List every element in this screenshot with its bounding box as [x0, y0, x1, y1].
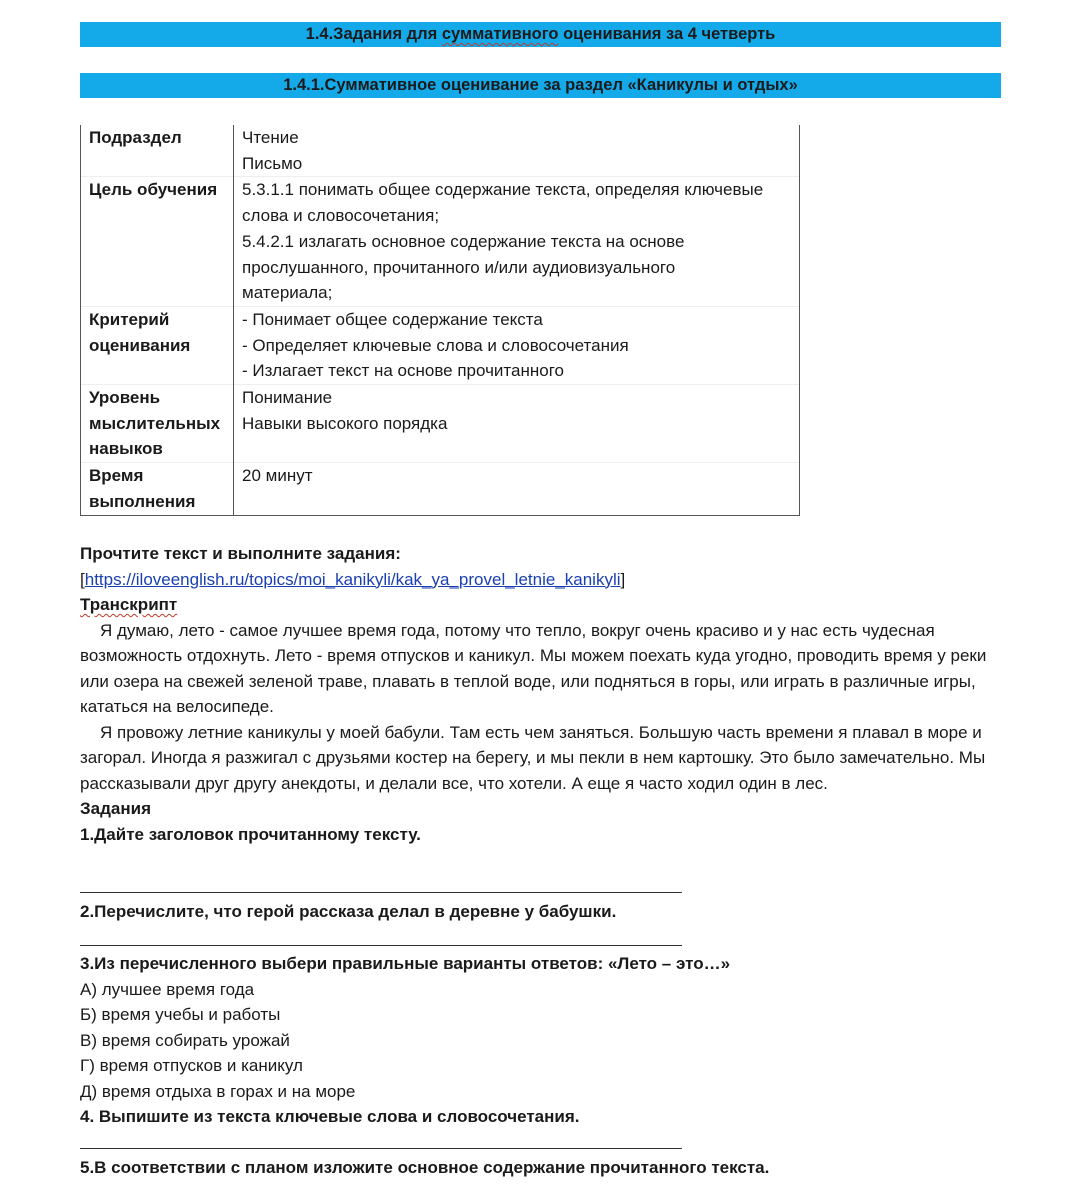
- table-row-time: [81, 463, 800, 515]
- task-5: 5.В соответствии с планом изложите основное содержание прочитанного текста.: [80, 1158, 770, 1177]
- value-line: Понимание: [242, 388, 333, 408]
- section-title-banner: [80, 22, 1001, 47]
- value-line: прослушанного, прочитанного и/или аудиовизуального: [242, 257, 676, 277]
- tasks-heading: Задания: [80, 799, 151, 818]
- row-value: [234, 125, 800, 177]
- row-label: Цель обучения: [81, 177, 234, 307]
- row-value: [234, 306, 800, 384]
- label-line: навыков: [89, 439, 163, 459]
- table-row-criteria: [81, 306, 800, 384]
- bracket-open: [: [80, 569, 85, 589]
- value-line: слова и словосочетания;: [242, 206, 440, 226]
- option-d: Д) время отдыха в горах и на море: [80, 1081, 356, 1101]
- answer-line-task-1[interactable]: [80, 892, 682, 893]
- label-line: Время: [89, 466, 144, 486]
- reading-instruction: Прочтите текст и выполните задания:: [80, 544, 401, 563]
- label-line: оценивания: [89, 335, 191, 355]
- task-4: 4. Выпишите из текста ключевые слова и словосочетания.: [80, 1107, 580, 1126]
- table-row-learning-goal: [81, 177, 800, 307]
- value-line: 20 минут: [242, 466, 313, 486]
- task-3: 3.Из перечисленного выбери правильные варианты ответов: «Лето – это…»: [80, 954, 731, 973]
- transcript-paragraph: Я думаю, лето - самое лучшее время года, потому что тепло, вокруг очень красиво и у нас есть чудесная возможность отдохнуть. Лето - время отпусков и каникул. Мы можем поехать куда угодно, проводить время у реки или озера на свежей зеленой траве, плавать в теплой воде, или подняться в горы, или играть в различные игры, кататься на велосипеде.: [80, 620, 987, 716]
- row-value: [234, 463, 800, 515]
- row-label: [81, 463, 234, 515]
- assessment-info-table: [80, 125, 800, 516]
- value-line: Письмо: [242, 153, 303, 173]
- bracket-close: ]: [620, 569, 626, 589]
- label-line: выполнения: [89, 491, 196, 511]
- option-b: Б) время учебы и работы: [80, 1005, 281, 1024]
- option-v: В) время собирать урожай: [80, 1030, 290, 1050]
- option-a: А) лучшее время года: [80, 979, 255, 999]
- spellcheck-underlined-word: суммативного: [441, 25, 559, 43]
- label-line: Уровень: [89, 388, 161, 408]
- source-link-line: [80, 567, 1010, 593]
- value-line: материала;: [242, 283, 333, 303]
- transcript-heading: Транскрипт: [80, 595, 178, 614]
- answer-line-task-2[interactable]: [80, 945, 682, 946]
- value-line: Навыки высокого порядка: [242, 413, 448, 433]
- label-line: Критерий: [89, 309, 170, 329]
- reading-section: [80, 541, 1010, 847]
- answer-line-task-4[interactable]: [80, 1148, 682, 1149]
- row-value: [234, 385, 800, 463]
- table-row-thinking-level: [81, 385, 800, 463]
- value-line: 5.3.1.1 понимать общее содержание текста, определяя ключевые: [242, 180, 764, 200]
- task-2: 2.Перечислите, что герой рассказа делал в деревне у бабушки.: [80, 902, 617, 921]
- task-1: 1.Дайте заголовок прочитанному тексту.: [80, 824, 421, 844]
- row-value: [234, 177, 800, 307]
- row-label: [81, 306, 234, 384]
- option-g: Г) время отпусков и каникул: [80, 1056, 303, 1075]
- row-label: [81, 385, 234, 463]
- label-line: мыслительных: [89, 413, 221, 433]
- value-line: - Излагает текст на основе прочитанного: [242, 361, 564, 381]
- source-link[interactable]: https://iloveenglish.ru/topics/moi_kanikyli/kak_ya_provel_letnie_kanikyli: [84, 569, 621, 589]
- subsection-title-banner: 1.4.1.Суммативное оценивание за раздел «Каникулы и отдых»: [80, 73, 1001, 98]
- value-line: - Определяет ключевые слова и словосочетания: [242, 335, 629, 355]
- transcript-paragraph: Я провожу летние каникулы у моей бабули. Там есть чем заняться. Большую часть времени я плавал в море и загорал. Иногда я разжигал с друзьями костер на берегу, и мы пекли в нем картошку. Это было замечательно. Мы рассказывали друг другу анекдоты, и делали все, что хотели. А еще я часто ходил один в лес.: [80, 722, 986, 793]
- value-line: Чтение: [242, 128, 299, 147]
- task-3-section: [80, 951, 1010, 1130]
- section-title-suffix: оценивания за 4 четверть: [558, 25, 776, 43]
- section-title-prefix: 1.4.Задания для: [305, 25, 442, 43]
- table-row-subsection: [81, 125, 800, 177]
- value-line: - Понимает общее содержание текста: [242, 309, 543, 329]
- row-label: Подраздел: [81, 125, 234, 177]
- value-line: 5.4.2.1 излагать основное содержание текста на основе: [242, 231, 685, 251]
